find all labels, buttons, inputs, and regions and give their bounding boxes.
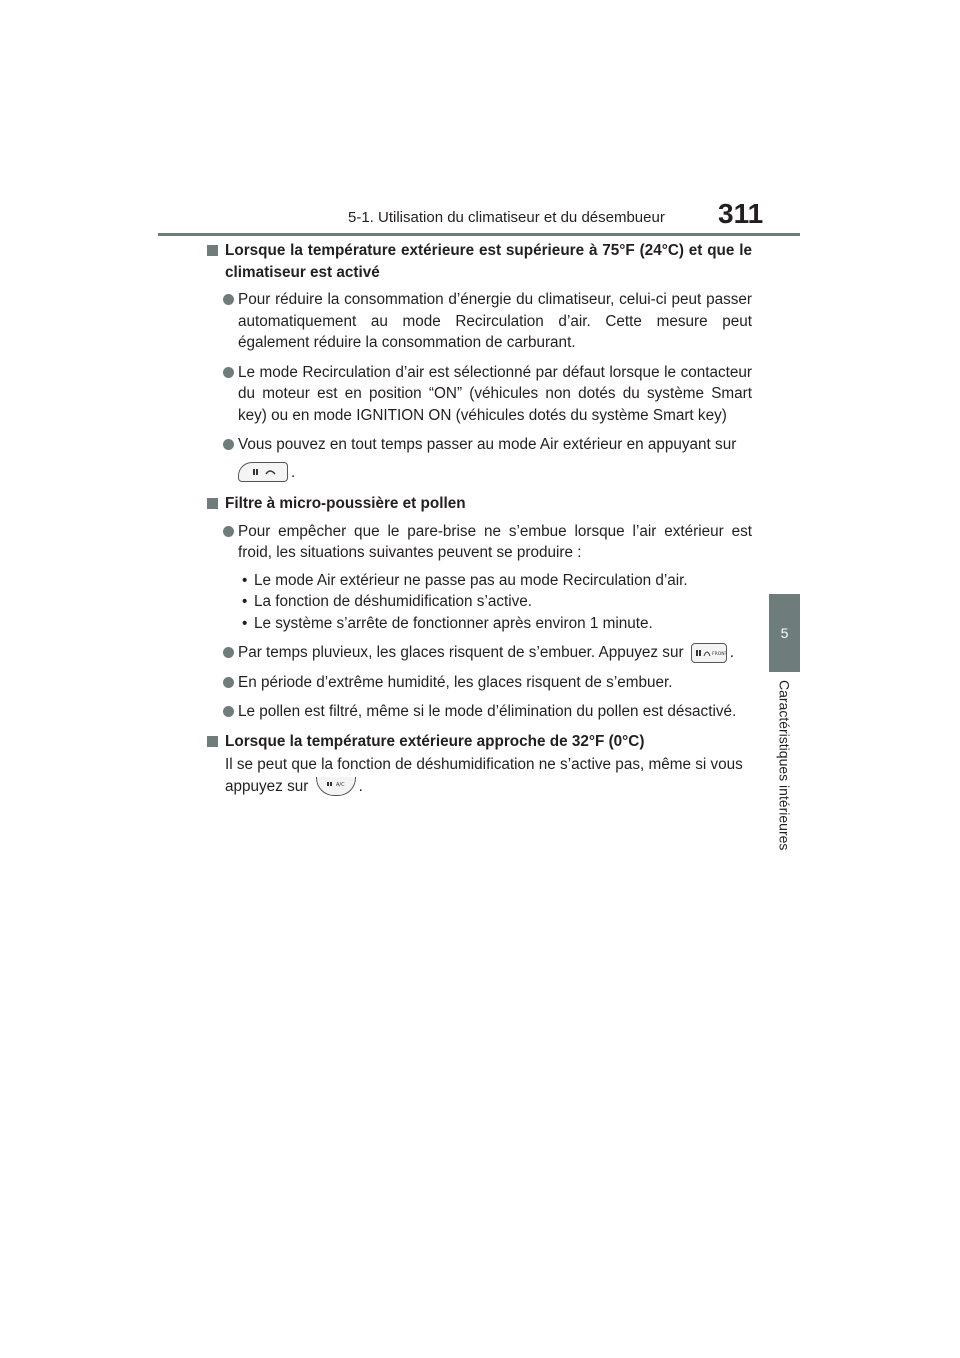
square-bullet-icon [207, 498, 218, 509]
sub-list [207, 570, 752, 635]
list-item: Pour réduire la consommation d’énergie du climatiseur, celui-ci peut passer automatiquement au mode Recirculation d’air. Cette mesure peut également réduire la consommation de carburant. [207, 289, 752, 354]
sub-list-item: • La fonction de déshumidification s’active. [242, 593, 533, 610]
paragraph: Il se peut que la fonction de déshumidification ne s’active pas, même si vous appuyez sur A/C . [225, 756, 743, 795]
list-item: Vous pouvez en tout temps passer au mode Air extérieur en appuyant sur . [207, 434, 752, 483]
list-item: En période d’extrême humidité, les glaces risquent de s’embuer. [207, 672, 752, 694]
page-content [207, 240, 752, 797]
chapter-tab [769, 594, 800, 672]
list-item: Le pollen est filtré, même si le mode d’élimination du pollen est désactivé. [207, 701, 752, 723]
round-bullet-icon [223, 526, 234, 537]
front-defogger-button-icon [691, 643, 727, 663]
list-item: Pour empêcher que le pare-brise ne s’embue lorsque l’air extérieur est froid, les situations suivantes peuvent se produire : [207, 521, 752, 564]
chapter-title: Caractéristiques intérieures [776, 680, 793, 851]
ac-button-icon [316, 777, 356, 796]
sub-list-item: • Le mode Air extérieur ne passe pas au mode Recirculation d’air. [242, 571, 688, 589]
svg-text:FRONT: FRONT [711, 651, 726, 657]
svg-text:A/C: A/C [335, 781, 345, 788]
outside-air-button-icon [238, 462, 288, 482]
chapter-number: 5 [780, 625, 789, 641]
list-item: Le mode Recirculation d’air est sélectionné par défaut lorsque le contacteur du moteur est en position “ON” (véhicules non dotés du système Smart key) ou en mode IGNITION ON (véhicules dotés du système Smart key) [207, 362, 752, 427]
header-title: 5-1. Utilisation du climatiseur et du désembueur [348, 209, 665, 226]
square-bullet-icon [207, 736, 218, 747]
round-bullet-icon [223, 367, 234, 378]
chapter-tab-label [769, 672, 800, 862]
round-bullet-icon [223, 677, 234, 688]
page-number: 311 [718, 198, 764, 229]
round-bullet-icon [223, 294, 234, 305]
round-bullet-icon [223, 439, 234, 450]
list-item: Par temps pluvieux, les glaces risquent de s’embuer. Appuyez sur FRONT . [207, 642, 752, 664]
round-bullet-icon [223, 706, 234, 717]
header-rule [158, 233, 800, 236]
section-heading: Lorsque la température extérieure est supérieure à 75°F (24°C) et que le climatiseur est activé [207, 240, 752, 283]
round-bullet-icon [223, 647, 234, 658]
sub-list-item: • Le système s’arrête de fonctionner après environ 1 minute. [242, 614, 653, 632]
square-bullet-icon [207, 245, 218, 256]
section-heading: Filtre à micro-poussière et pollen [207, 493, 752, 515]
section-heading: Lorsque la température extérieure approche de 32°F (0°C) [207, 731, 752, 753]
